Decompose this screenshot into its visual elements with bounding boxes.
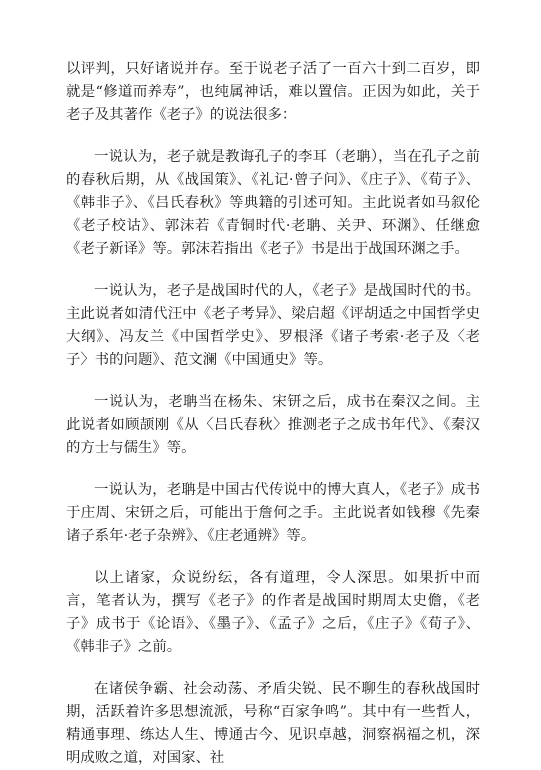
paragraph-6: 以上诸家，众说纷纭，各有道理，令人深思。如果折中而言，笔者认为，撰写《老子》的作者是战国时期周太史儋，《老子》成书于《论语》、《墨子》、《孟子》之后，《庄子》《荀子》、《韩非子》之前。 bbox=[66, 570, 480, 655]
paragraph-5: 一说认为，老聃是中国古代传说中的博大真人，《老子》成书于庄周、宋钘之后，可能出于詹何之手。主此说者如钱穆《先秦诸子系年·老子杂辨》、《庄老通辨》等。 bbox=[66, 482, 480, 544]
document-page bbox=[66, 58, 480, 770]
paragraph-2: 一说认为，老子就是教诲孔子的李耳（老聃），当在孔子之前的春秋后期，从《战国策》、《礼记·曾子问》、《庄子》、《荀子》、《韩非子》、《吕氏春秋》等典籍的引述可知。主此说者如马叙伦《老子校诂》、郭沫若《青铜时代·老聃、关尹、环渊》、任继愈《老子新译》等。郭沫若指出《老子》书是出于战国环渊之手。 bbox=[66, 149, 480, 257]
paragraph-3: 一说认为，老子是战国时代的人，《老子》是战国时代的书。主此说者如清代汪中《老子考异》、梁启超《评胡适之中国哲学史大纲》、冯友兰《中国哲学史》、罗根泽《诸子考索·老子及〈老子〉书的问题》、范文澜《中国通史》等。 bbox=[66, 283, 480, 368]
paragraph-4: 一说认为，老聃当在杨朱、宋钘之后，成书在秦汉之间。主此说者如顾颉刚《从〈吕氏春秋〉推测老子之成书年代》、《秦汉的方士与儒生》等。 bbox=[66, 394, 480, 456]
paragraph-7: 在诸侯争霸、社会动荡、矛盾尖锐、民不聊生的春秋战国时期，活跃着许多思想流派，号称“百家争鸣”。其中有一些哲人，精通事理、练达人生、博通古今、见识卓越，洞察祸福之机，深明成败之道，对国家、社 bbox=[66, 681, 480, 766]
paragraph-1: 以评判，只好诸说并存。至于说老子活了一百六十到二百岁，即就是“修道而养寿”，也纯属神话，难以置信。正因为如此，关于老子及其著作《老子》的说法很多： bbox=[66, 61, 480, 123]
